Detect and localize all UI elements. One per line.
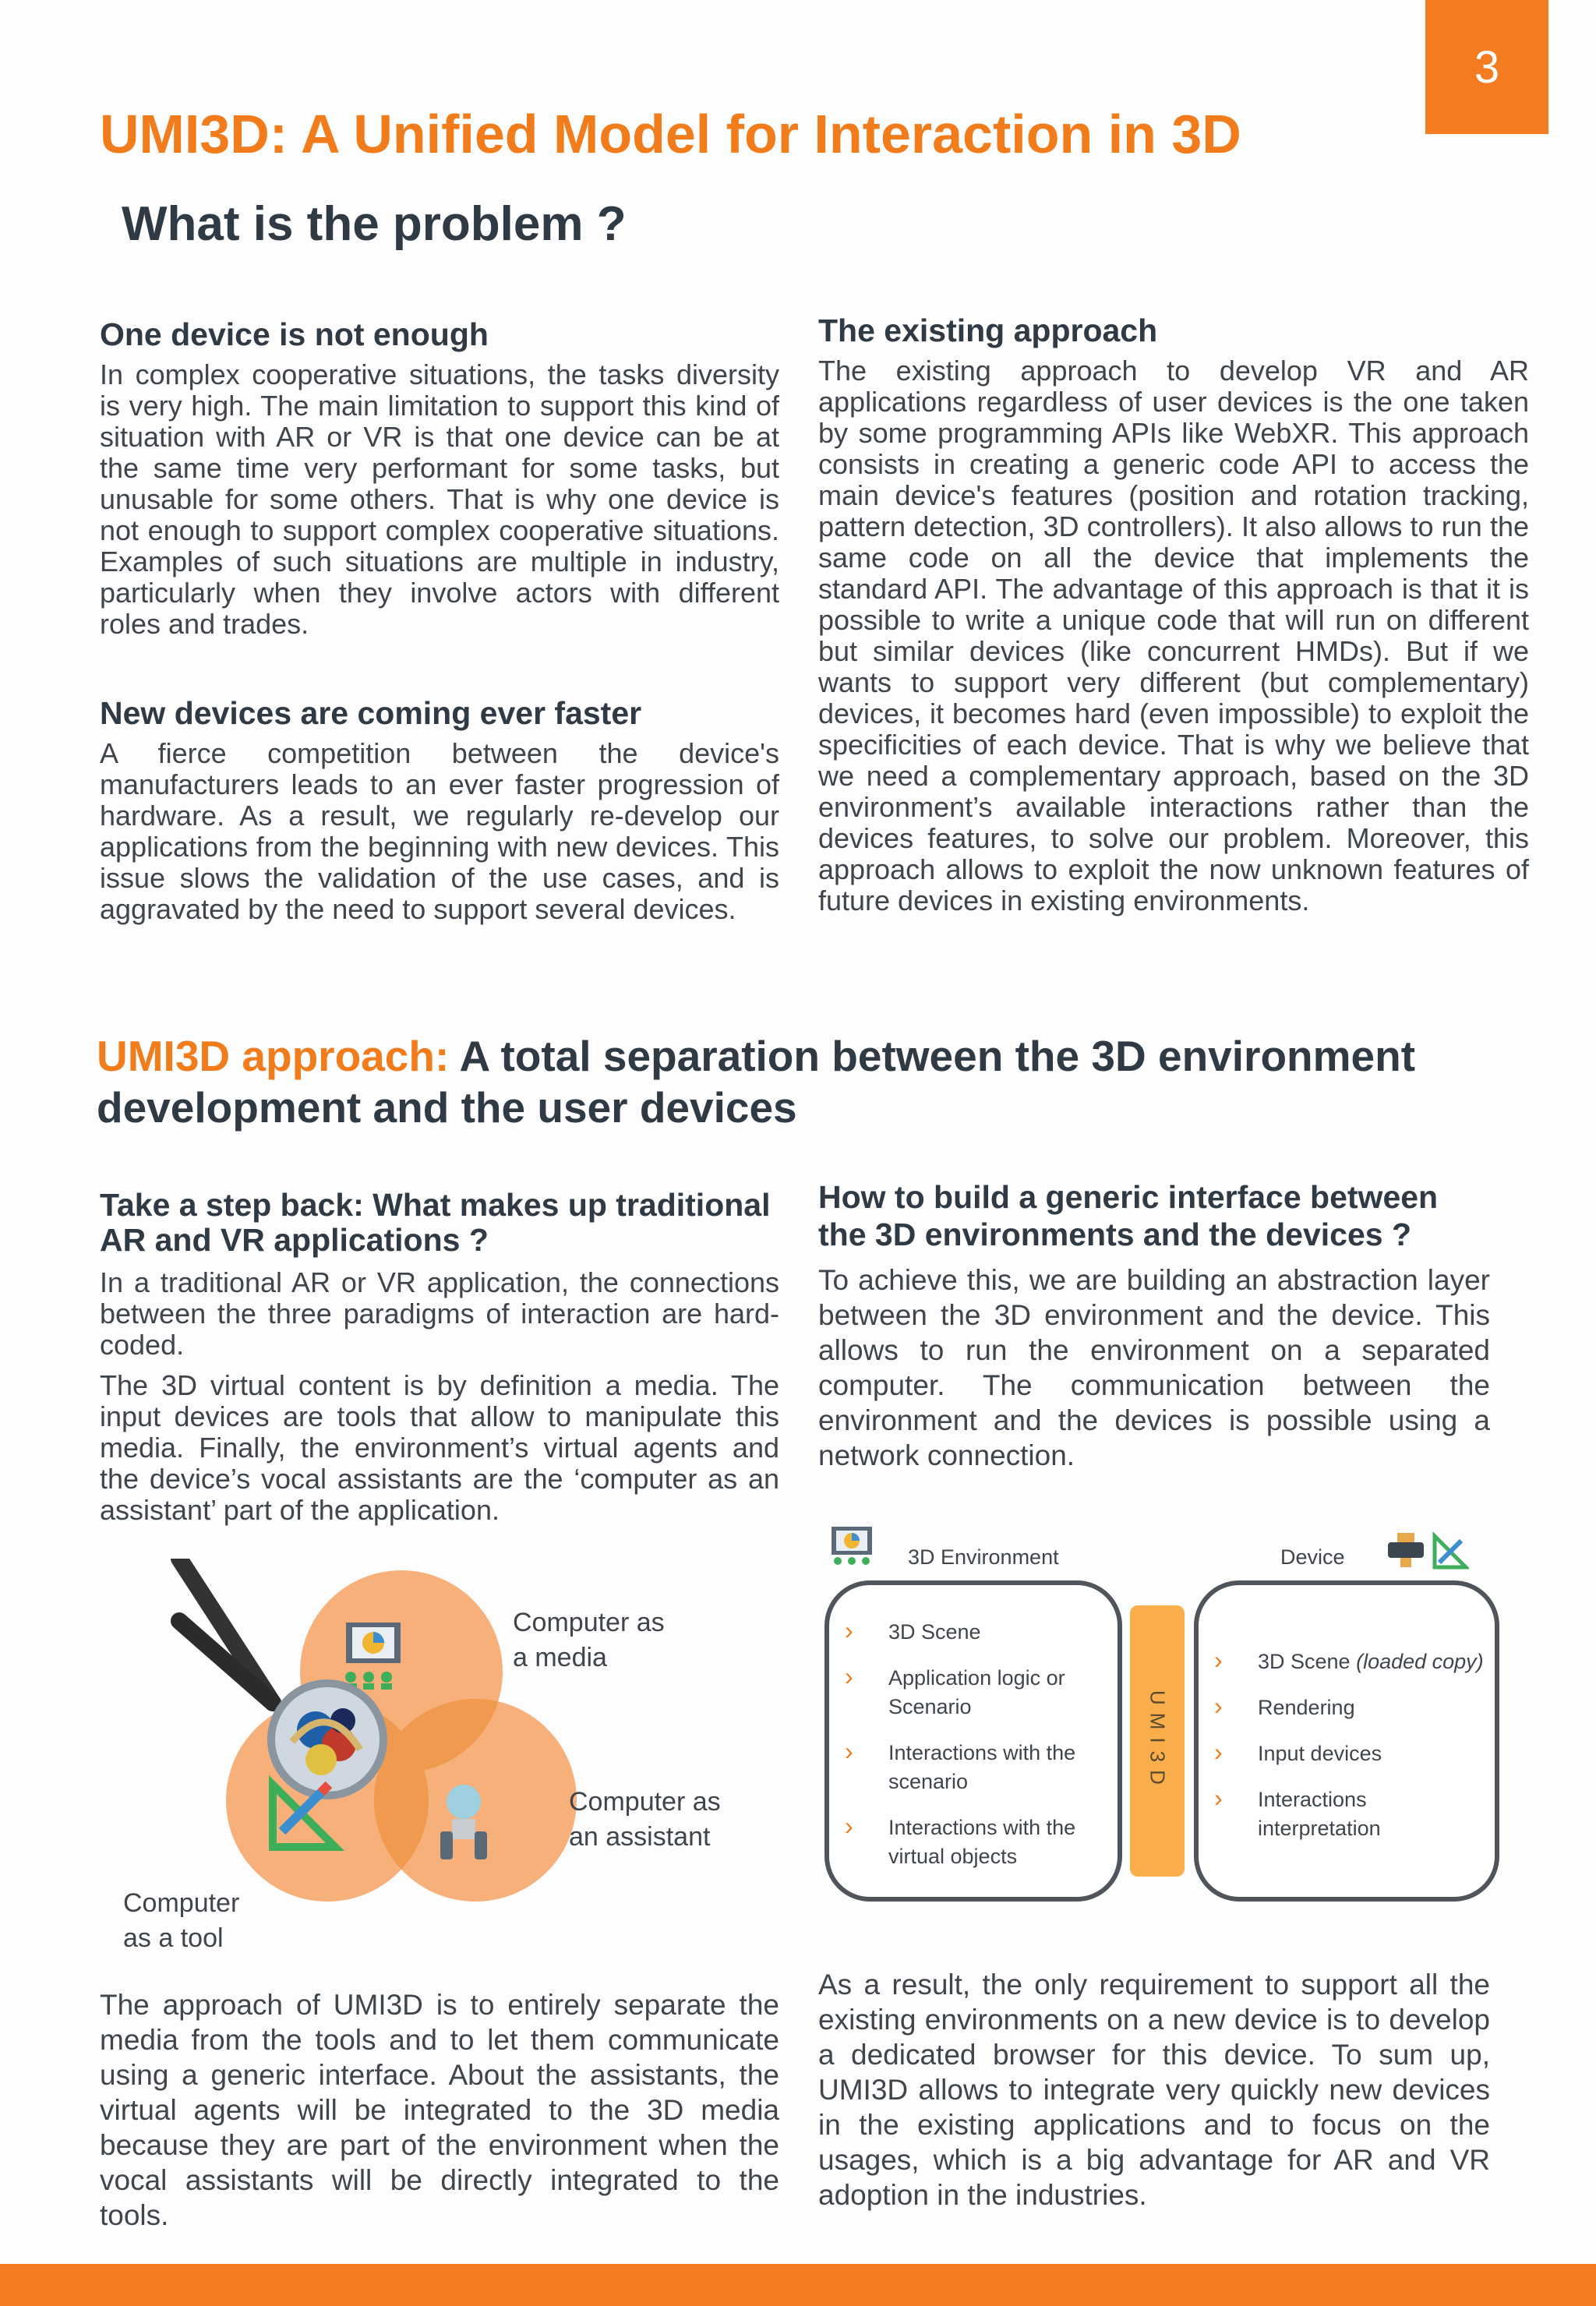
right-column-interface bbox=[818, 1178, 1490, 1473]
heading-generic-interface: How to build a generic interface between the 3D environments and the devices ? bbox=[818, 1179, 1439, 1252]
device-item-rendering: › Rendering bbox=[1199, 1693, 1495, 1722]
footer-bar bbox=[0, 2264, 1596, 2306]
venn-label-tool: Computer as a tool bbox=[123, 1888, 240, 1953]
page-number-box bbox=[1425, 0, 1548, 134]
section-umi3d-approach-title bbox=[97, 1030, 1515, 1133]
device-label: Device bbox=[1280, 1545, 1345, 1569]
env-item-scene: › 3D Scene bbox=[829, 1618, 1118, 1647]
environment-box bbox=[824, 1580, 1122, 1902]
paragraph-umi3d-separation: The approach of UMI3D is to entirely separate the media from the tools and to let them communicate using a generic interface. About the assistants, the virtual agents will be integrated to the 3D media because they are part of the environment when the vocal assistants will be directly integrated to the tools. bbox=[100, 1989, 779, 2231]
paragraph-hard-coded: In a traditional AR or VR application, the connections between the three paradigms of interaction are hard-coded. bbox=[100, 1266, 779, 1361]
environment-label: 3D Environment bbox=[908, 1545, 1059, 1569]
headset-icon bbox=[1388, 1533, 1424, 1567]
paragraph-existing-approach: The existing approach to develop VR and AR applications regardless of user devices is the one taken by some programming APIs like WebXR. This approach consists in creating a generic code API to access the main device's features (position and rotation tracking, pattern detection, 3D controllers). It also allows to run the same code on all the device that implements the standard API. The advantage of this approach is that it is possible to write a unique code that will run on different but similar devices (like concurrent HMDs). But if we wants to support very different (but complementary) devices, it becomes hard (even impossible) to exploit the specificities of each device. That is why we believe that we need a complementary approach, based on the 3D environment’s available interactions rather than the devices features, to solve our problem. Moreover, this approach allows to exploit the now unknown features of future devices in existing environments. bbox=[818, 355, 1529, 916]
env-item-scenario-interactions: › Interactions with the scenario bbox=[829, 1739, 1118, 1796]
heading-existing-approach: The existing approach bbox=[818, 313, 1158, 348]
left-column-traditional bbox=[100, 1188, 779, 1526]
heading-new-devices: New devices are coming ever faster bbox=[100, 695, 642, 731]
ruler-pencil-icon bbox=[1435, 1536, 1466, 1567]
heading-one-device: One device is not enough bbox=[100, 316, 489, 352]
umi3d-layer-label: UMI3D bbox=[1146, 1690, 1170, 1792]
device-box bbox=[1194, 1580, 1499, 1902]
environment-list bbox=[829, 1618, 1118, 1871]
venn-label-media: Computer as a media bbox=[513, 1608, 665, 1672]
page-number: 3 bbox=[1474, 41, 1500, 93]
paragraph-new-devices: A fierce competition between the device's manufacturers leads to an ever faster progression of hardware. As a result, we regularly re-develop our applications from the beginning with new devices. This issue slows the validation of the use cases, and is aggravated by the need to support several devices. bbox=[100, 737, 779, 925]
section-title-rest: A total separation between the 3D environment development and the user devices bbox=[97, 1032, 1416, 1132]
problem-heading: What is the problem ? bbox=[122, 197, 627, 251]
device-item-scene: › 3D Scene (loaded copy) bbox=[1199, 1647, 1495, 1676]
venn-diagram bbox=[117, 1559, 779, 1964]
device-item-input: › Input devices bbox=[1199, 1739, 1495, 1768]
right-column-existing bbox=[818, 312, 1529, 916]
umi3d-layer-bar bbox=[1130, 1605, 1185, 1877]
paragraph-conclusion: As a result, the only requirement to support all the existing environments on a new device is to develop a dedicated browser for this device. To sum up, UMI3D allows to integrate very quickly new devices in the existing applications and to focus on the usages, which is a big advantage for AR and VR adoption in the industries. bbox=[818, 1969, 1490, 2211]
paragraph-abstraction-layer: To achieve this, we are building an abstraction layer between the 3D environment and the device. This allows to run the environment on a separated computer. The communication between the environment and the devices is possible using a network connection. bbox=[818, 1264, 1490, 1471]
main-title: UMI3D: A Unified Model for Interaction in 3D bbox=[100, 104, 1241, 164]
section-title-orange: UMI3D approach: bbox=[97, 1032, 450, 1080]
env-item-logic: › Application logic or Scenario bbox=[829, 1664, 1118, 1722]
device-icons bbox=[1383, 1528, 1469, 1572]
left-column-problem bbox=[100, 316, 779, 925]
env-item-object-interactions: › Interactions with the virtual objects bbox=[829, 1813, 1118, 1871]
device-list bbox=[1199, 1647, 1495, 1843]
device-item-interpretation: › Interactions interpretation bbox=[1199, 1785, 1495, 1843]
environment-icon bbox=[828, 1524, 875, 1567]
venn-label-assistant: Computer as an assistant bbox=[569, 1787, 721, 1852]
heading-step-back: Take a step back: What makes up traditional AR and VR applications ? bbox=[100, 1187, 771, 1258]
paragraph-media-tools: The 3D virtual content is by definition a media. The input devices are tools that allow to manipulate this media. Finally, the environment’s virtual agents and the device’s vocal assistants are the ‘computer as an assistant’ part of the application. bbox=[100, 1369, 779, 1526]
paragraph-one-device: In complex cooperative situations, the tasks diversity is very high. The main limitation to support this kind of situation with AR or VR is that one device can be at the same time very performant for some tasks, but unusable for some others. That is why one device is not enough to support complex cooperative situations. Examples of such situations are multiple in industry, particularly when they involve actors with different roles and trades. bbox=[100, 358, 779, 640]
